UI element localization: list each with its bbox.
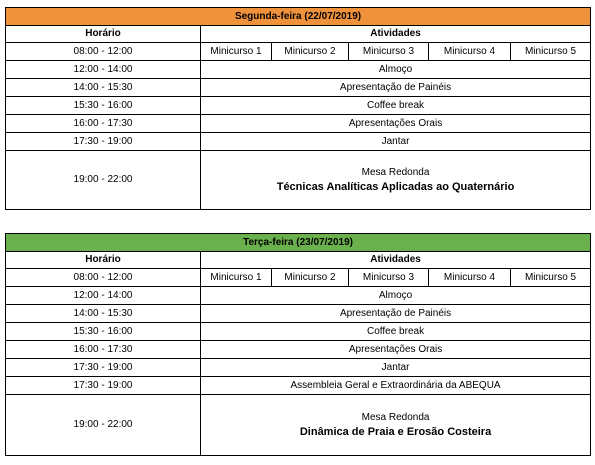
schedule-row [6,79,591,97]
activities-header: Atividades [201,26,591,43]
activity-cell: Apresentações Orais [201,341,591,359]
time-cell: 17:30 - 19:00 [6,359,201,377]
roundtable-title: Técnicas Analíticas Aplicadas ao Quaternário [276,180,515,193]
time-cell: 12:00 - 14:00 [6,287,201,305]
minicourse-cell: Minicurso 4 [429,43,511,61]
schedule-row [6,97,591,115]
roundtable-cell [201,395,591,456]
time-cell: 12:00 - 14:00 [6,61,201,79]
schedule-row [6,323,591,341]
roundtable-cell [201,151,591,210]
schedule-row [6,377,591,395]
schedule-table-day2 [5,233,591,456]
minicourse-cell: Minicurso 4 [429,269,511,287]
day-banner [6,234,591,252]
roundtable-label: Mesa Redonda [361,411,430,423]
time-cell: 08:00 - 12:00 [6,269,201,287]
minicourse-cell: Minicurso 2 [272,43,349,61]
minicourse-cell: Minicurso 1 [201,269,272,287]
activity-cell: Apresentação de Painéis [201,79,591,97]
minicourse-cell: Minicurso 3 [349,43,429,61]
activity-cell: Almoço [201,287,591,305]
time-header: Horário [6,26,201,43]
day-banner [6,8,591,26]
roundtable-row [6,151,591,210]
minicourse-row [6,269,591,287]
roundtable-row [6,395,591,456]
activity-cell: Jantar [201,133,591,151]
header-row [6,26,591,43]
time-cell: 08:00 - 12:00 [6,43,201,61]
roundtable-title: Dinâmica de Praia e Erosão Costeira [299,425,492,438]
time-cell: 15:30 - 16:00 [6,97,201,115]
activity-cell: Apresentações Orais [201,115,591,133]
minicourse-cell: Minicurso 5 [511,43,591,61]
schedule-row [6,359,591,377]
schedule-row [6,305,591,323]
activity-cell: Assembleia Geral e Extraordinária da ABEQUA [201,377,591,395]
minicourse-cell: Minicurso 3 [349,269,429,287]
schedule-row [6,61,591,79]
activity-cell: Apresentação de Painéis [201,305,591,323]
time-header: Horário [6,252,201,269]
minicourse-cell: Minicurso 1 [201,43,272,61]
time-cell: 16:00 - 17:30 [6,341,201,359]
activity-cell: Coffee break [201,323,591,341]
day-title: Terça-feira (23/07/2019) [6,234,591,252]
time-cell: 19:00 - 22:00 [6,151,201,210]
schedule-row [6,287,591,305]
time-cell: 14:00 - 15:30 [6,79,201,97]
activity-cell: Coffee break [201,97,591,115]
minicourse-cell: Minicurso 2 [272,269,349,287]
schedule-table-day1 [5,7,591,210]
time-cell: 17:30 - 19:00 [6,377,201,395]
time-cell: 17:30 - 19:00 [6,133,201,151]
minicourse-cell: Minicurso 5 [511,269,591,287]
activity-cell: Almoço [201,61,591,79]
schedule-row [6,133,591,151]
schedule-row [6,341,591,359]
header-row [6,252,591,269]
activity-cell: Jantar [201,359,591,377]
roundtable-label: Mesa Redonda [361,166,430,178]
time-cell: 15:30 - 16:00 [6,323,201,341]
activities-header: Atividades [201,252,591,269]
day-title: Segunda-feira (22/07/2019) [6,8,591,26]
time-cell: 19:00 - 22:00 [6,395,201,456]
schedule-row [6,115,591,133]
minicourse-row [6,43,591,61]
time-cell: 14:00 - 15:30 [6,305,201,323]
time-cell: 16:00 - 17:30 [6,115,201,133]
